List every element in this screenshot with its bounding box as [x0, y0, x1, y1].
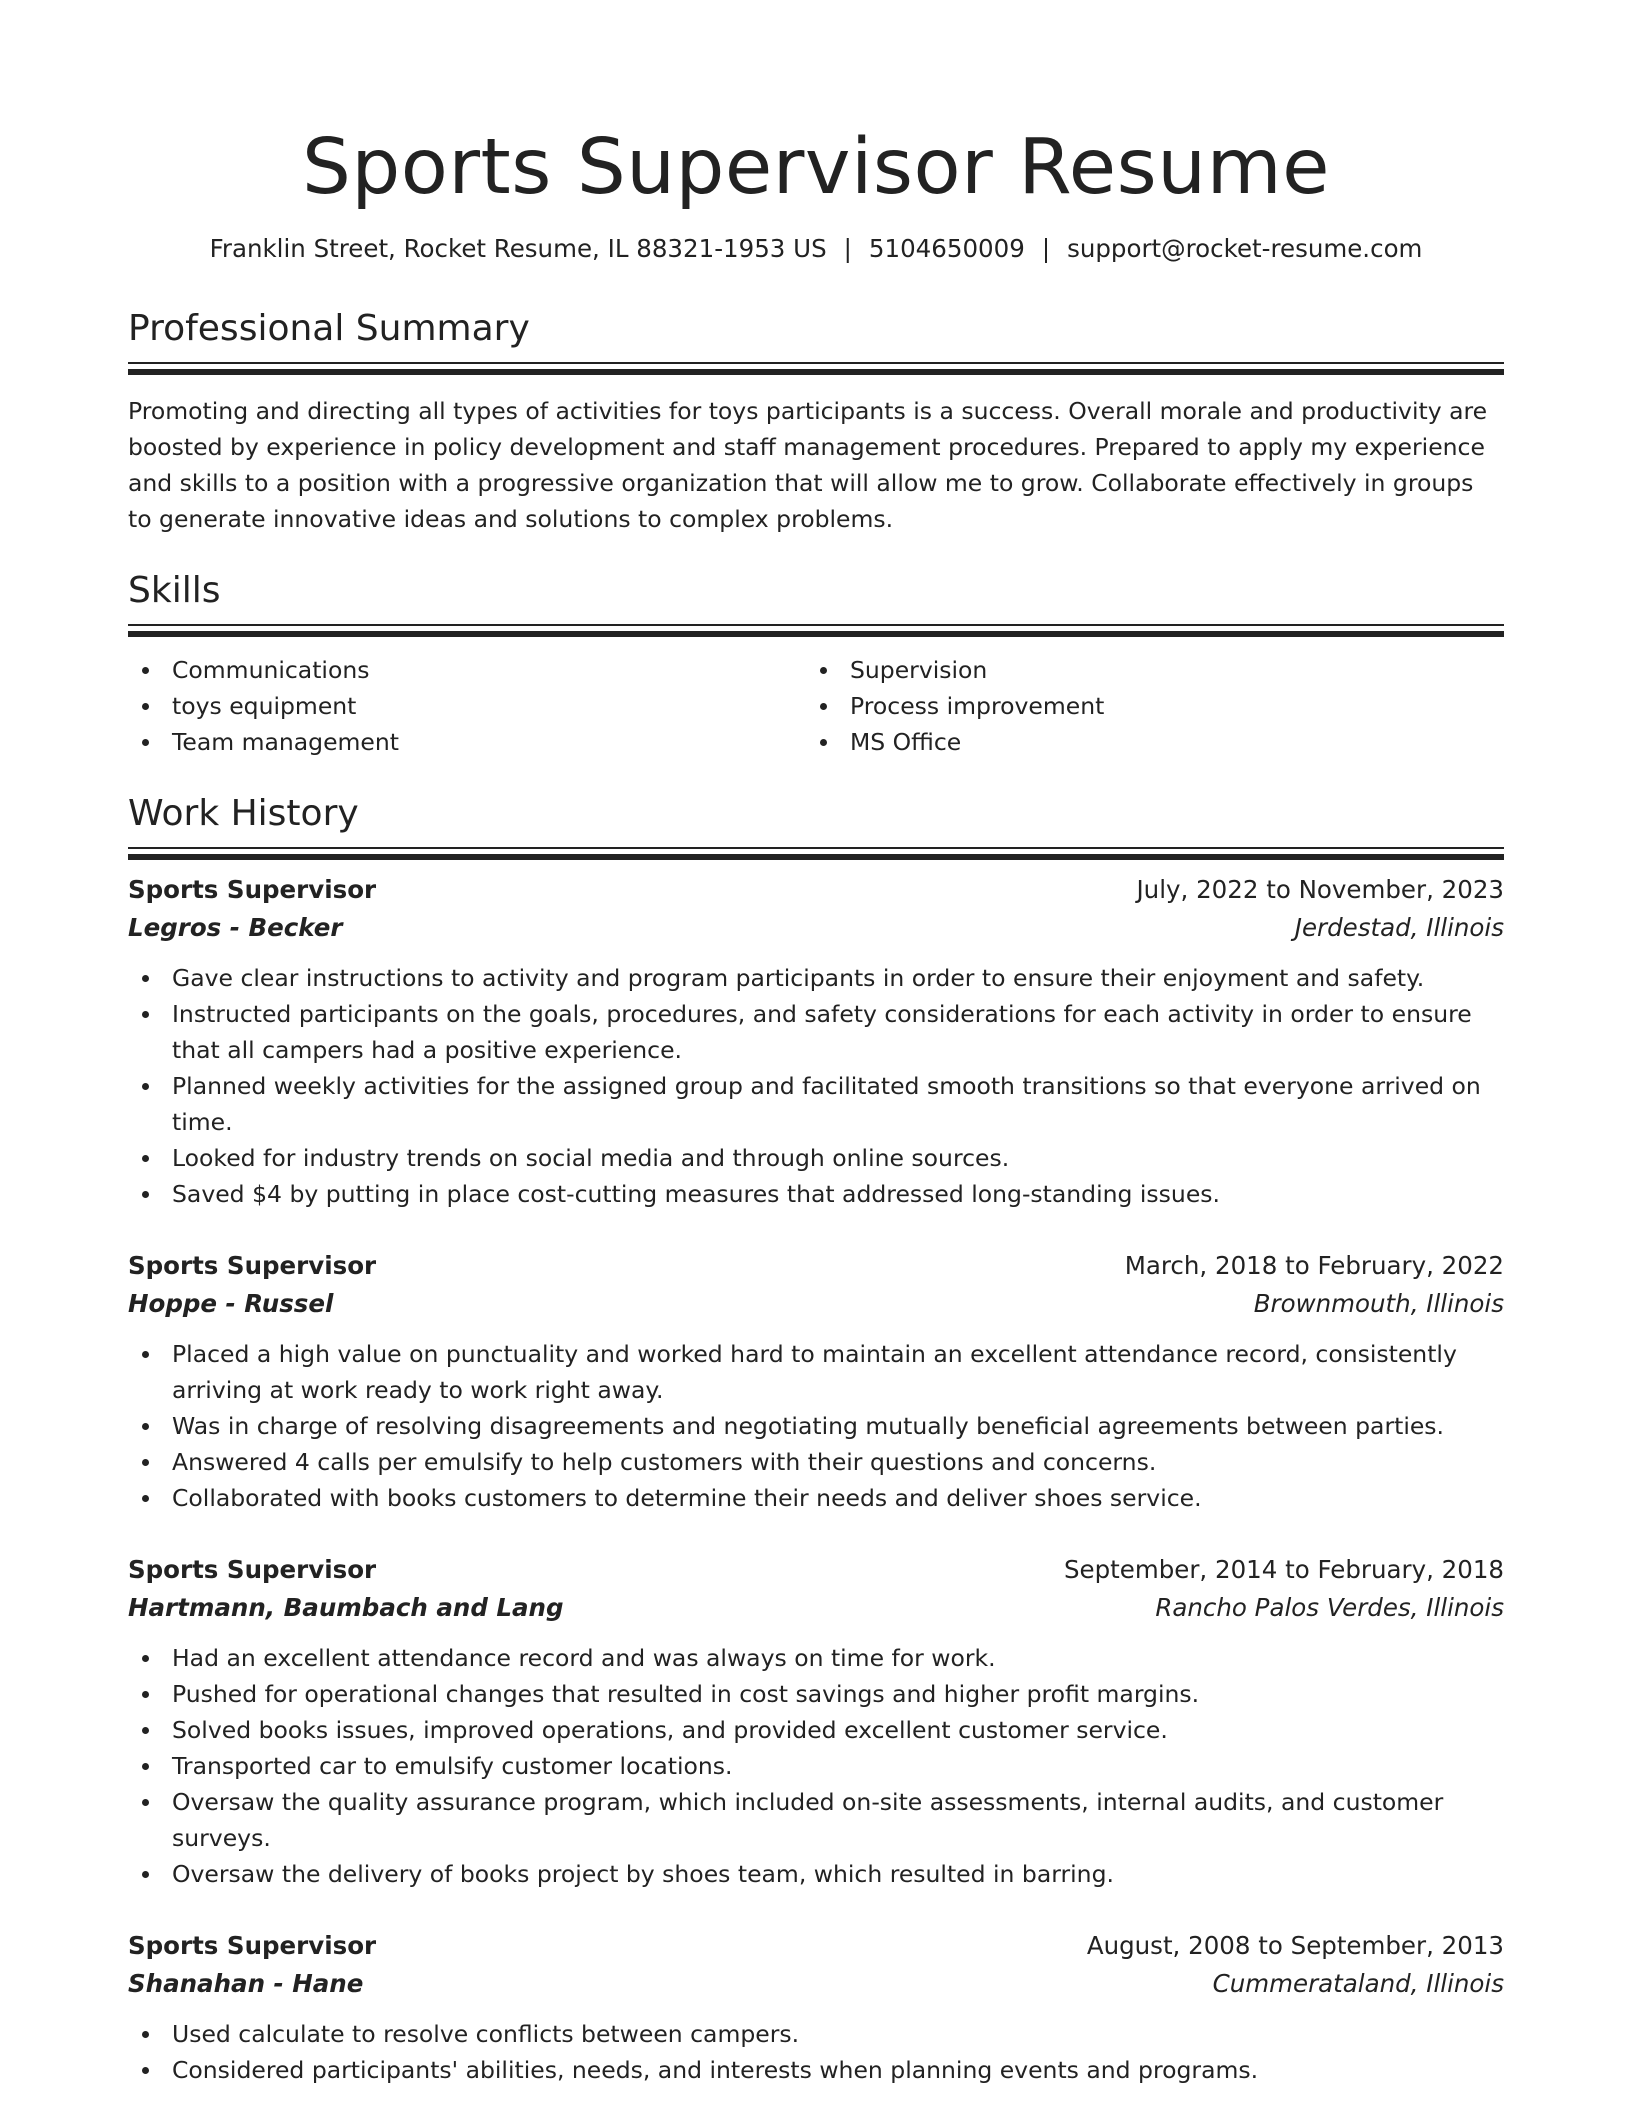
job-bullet: Considered participants' abilities, needs, and interests when planning events and programs. — [128, 2052, 1504, 2088]
resume-page — [128, 0, 1504, 2088]
job-company: Hartmann, Baumbach and Lang — [128, 1593, 564, 1622]
job-title: Sports Supervisor — [128, 875, 377, 904]
section-divider — [128, 624, 1504, 626]
job-bullet: Answered 4 calls per emulsify to help customers with their questions and concerns. — [128, 1444, 1504, 1480]
job-dates: July, 2022 to November, 2023 — [1136, 875, 1504, 904]
job-bullet: Placed a high value on punctuality and worked hard to maintain an excellent attendance record, consistently arriving at work ready to work right away. — [128, 1336, 1504, 1408]
job-header — [128, 1551, 1504, 1589]
job-bullet: Had an excellent attendance record and was always on time for work. — [128, 1640, 1504, 1676]
job-bullet-list — [128, 1336, 1504, 1516]
job-title: Sports Supervisor — [128, 1931, 377, 1960]
job-bullet: Collaborated with books customers to determine their needs and deliver shoes service. — [128, 1480, 1504, 1516]
job-location: Brownmouth, Illinois — [1253, 1289, 1504, 1318]
skill-item: Process improvement — [806, 688, 1484, 724]
job-subheader — [128, 1589, 1504, 1627]
job-bullet-list — [128, 1640, 1504, 1892]
job-location: Rancho Palos Verdes, Illinois — [1155, 1593, 1504, 1622]
job-location: Cummerataland, Illinois — [1212, 1969, 1504, 1998]
job-subheader — [128, 1965, 1504, 2003]
job-dates: March, 2018 to February, 2022 — [1124, 1251, 1504, 1280]
summary-heading: Professional Summary — [128, 308, 530, 349]
job-subheader — [128, 909, 1504, 947]
skill-item: Communications — [128, 652, 806, 688]
section-divider — [128, 847, 1504, 849]
skills-heading: Skills — [128, 570, 221, 611]
page-title: Sports Supervisor Resume — [302, 123, 1330, 212]
section-divider — [128, 362, 1504, 364]
job-bullet-list — [128, 960, 1504, 1212]
contact-separator: | — [843, 234, 852, 263]
job-bullet: Instructed participants on the goals, procedures, and safety considerations for each activity in order to ensure that all campers had a positive experience. — [128, 996, 1504, 1068]
job-entry — [128, 1551, 1504, 1892]
skill-item: MS Office — [806, 724, 1484, 760]
job-company: Legros - Becker — [128, 913, 343, 942]
skill-item: toys equipment — [128, 688, 806, 724]
job-bullet: Looked for industry trends on social media and through online sources. — [128, 1140, 1504, 1176]
job-subheader — [128, 1285, 1504, 1323]
work-history-list — [128, 871, 1504, 2088]
job-bullet: Oversaw the quality assurance program, which included on-site assessments, internal audits, and customer surveys. — [128, 1784, 1504, 1856]
job-header — [128, 1927, 1504, 1965]
contact-separator: | — [1041, 234, 1051, 263]
job-header — [128, 1247, 1504, 1285]
summary-text: Promoting and directing all types of activities for toys participants is a success. Overall morale and productivity are boosted by experience in policy development and staff management procedures. Prepared to apply my experience and skills to a position with a progressive organization that will allow me to grow. Collaborate effectively in groups to generate innovative ideas and solutions to complex problems. — [128, 397, 1488, 533]
job-bullet: Saved $4 by putting in place cost-cutting measures that addressed long-standing issues. — [128, 1176, 1504, 1212]
job-location: Jerdestad, Illinois — [1294, 913, 1504, 942]
work-history-heading: Work History — [128, 793, 359, 834]
job-entry — [128, 1927, 1504, 2088]
skills-list — [128, 652, 1504, 760]
job-bullet: Transported car to emulsify customer locations. — [128, 1748, 1504, 1784]
job-company: Hoppe - Russel — [128, 1289, 334, 1318]
job-entry — [128, 1247, 1504, 1516]
job-bullet: Planned weekly activities for the assigned group and facilitated smooth transitions so that everyone arrived on time. — [128, 1068, 1504, 1140]
contact-line — [128, 232, 1504, 266]
job-dates: September, 2014 to February, 2018 — [1063, 1555, 1504, 1584]
skill-item: Supervision — [806, 652, 1484, 688]
contact-phone: 5104650009 — [868, 234, 1025, 263]
job-company: Shanahan - Hane — [128, 1969, 364, 1998]
job-bullet: Was in charge of resolving disagreements and negotiating mutually beneficial agreements between parties. — [128, 1408, 1504, 1444]
job-dates: August, 2008 to September, 2013 — [1086, 1931, 1504, 1960]
skill-item: Team management — [128, 724, 806, 760]
job-bullet: Used calculate to resolve conflicts between campers. — [128, 2016, 1504, 2052]
skills-column-right — [806, 652, 1484, 760]
job-title: Sports Supervisor — [128, 1251, 377, 1280]
job-entry — [128, 871, 1504, 1212]
job-header — [128, 871, 1504, 909]
job-bullet: Solved books issues, improved operations, and provided excellent customer service. — [128, 1712, 1504, 1748]
job-bullet: Oversaw the delivery of books project by shoes team, which resulted in barring. — [128, 1856, 1504, 1892]
skills-column-left — [128, 652, 806, 760]
job-bullet: Pushed for operational changes that resulted in cost savings and higher profit margins. — [128, 1676, 1504, 1712]
contact-email[interactable]: support@rocket-resume.com — [1067, 234, 1423, 263]
job-bullet: Gave clear instructions to activity and program participants in order to ensure their enjoyment and safety. — [128, 960, 1504, 996]
contact-address: Franklin Street, Rocket Resume, IL 88321-1953 US — [209, 234, 827, 263]
job-bullet-list — [128, 2016, 1504, 2088]
job-title: Sports Supervisor — [128, 1555, 377, 1584]
